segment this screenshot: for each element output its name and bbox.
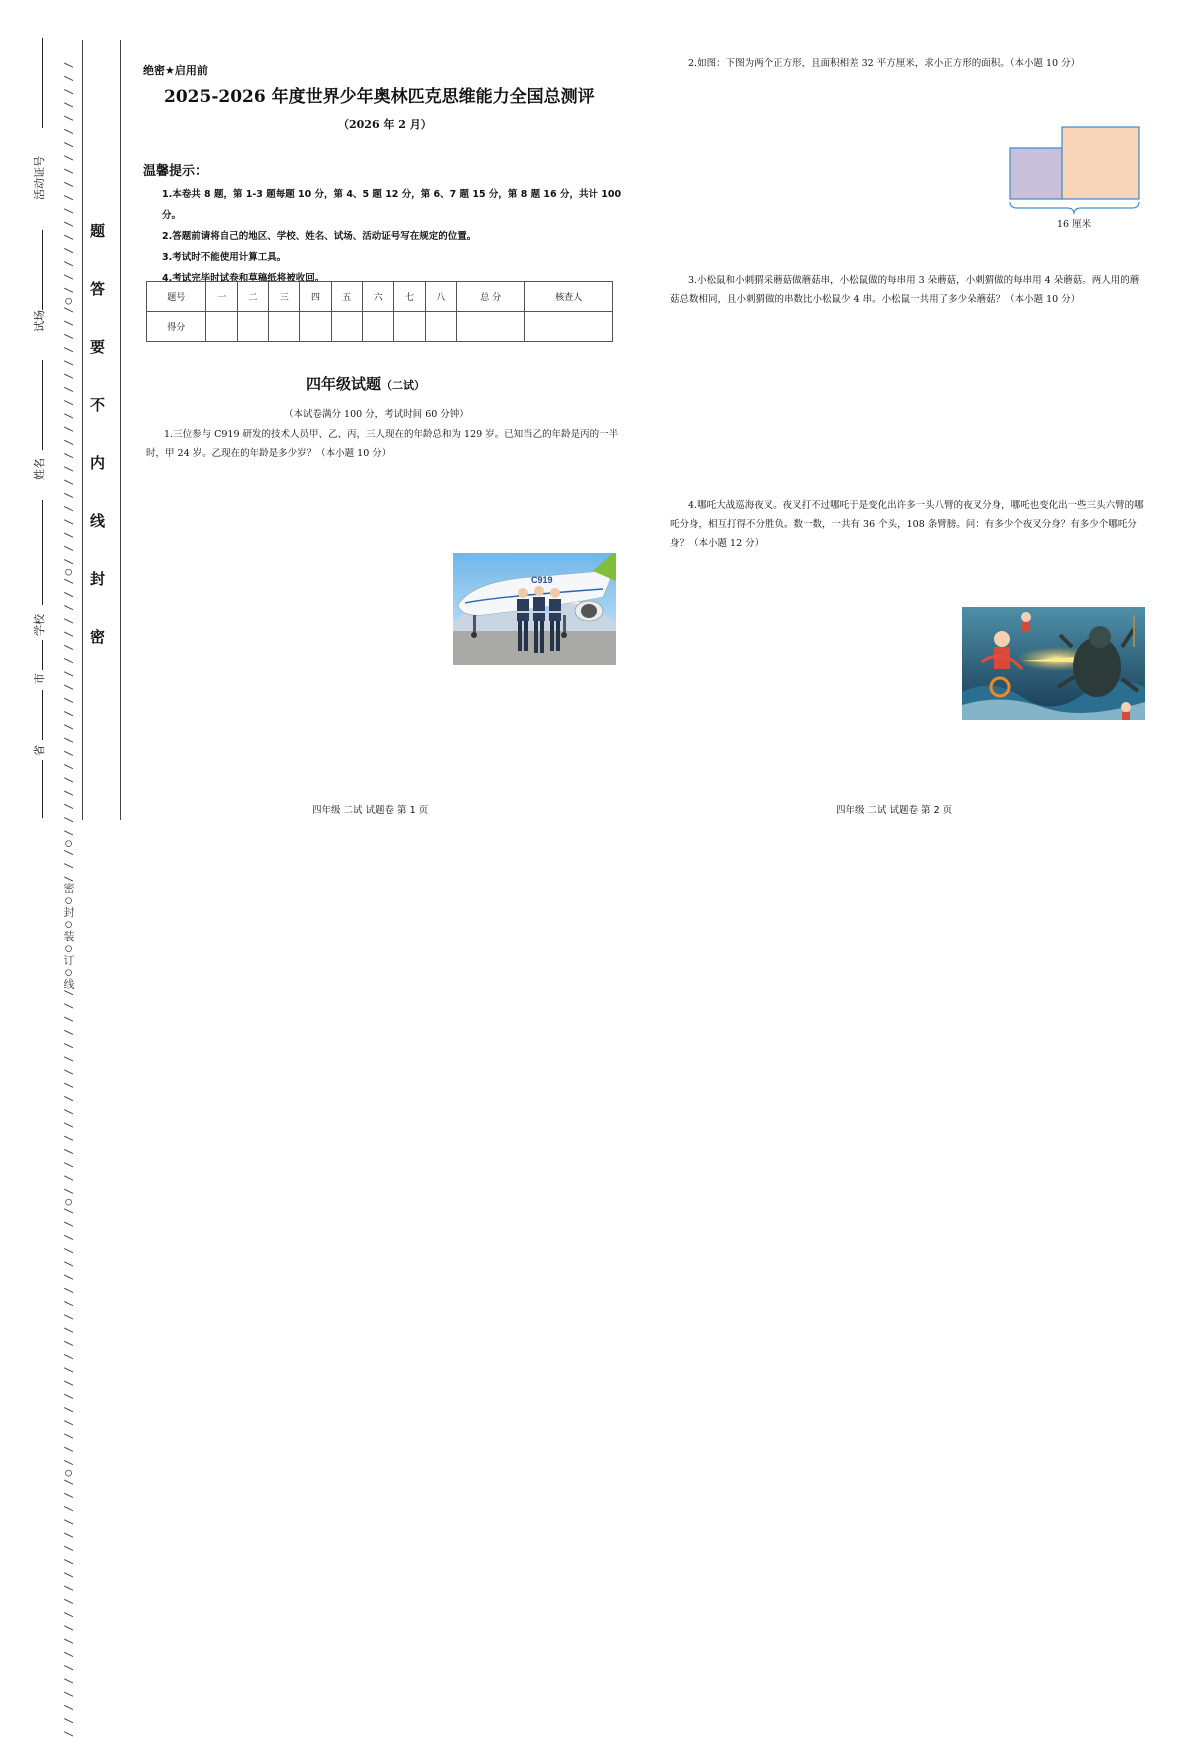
- field-label-province: 省: [33, 745, 46, 756]
- score-cell: 六: [363, 282, 394, 312]
- nezha-illustration: [962, 607, 1145, 720]
- tip-item: 1.本卷共 8 题，第 1-3 题每题 10 分，第 4、5 题 12 分，第 6、7 题 15 分，第 8 题 16 分，共计 100 分。: [162, 189, 622, 221]
- field-label-id: 活动证号: [33, 156, 46, 200]
- score-table: [146, 281, 613, 342]
- score-table-score-row: [147, 312, 613, 342]
- score-cell: 题号: [147, 282, 206, 312]
- question-4: 4.哪吒大战巡海夜叉。夜叉打不过哪吒于是变化出许多一头八臂的夜叉分身，哪吒也变化出一些三头六臂的哪吒分身，相互打得不分胜负。数一数，一共有 36 个头，108 条臂膀。问：有多少个夜叉分身？有多少个哪吒分身？（本小题 12 分）: [670, 500, 1144, 549]
- seal-char: 封: [90, 570, 106, 588]
- small-square: [1010, 148, 1062, 199]
- seal-char: 密: [90, 628, 106, 646]
- binding-outer-line: [120, 40, 121, 820]
- score-cell: 四: [300, 282, 331, 312]
- field-label-name: 姓名: [33, 458, 46, 480]
- field-line-room: [42, 230, 43, 310]
- score-input-cell[interactable]: [206, 312, 237, 342]
- footer-page-2: 四年级 二试 试题卷 第 2 页: [836, 805, 953, 816]
- c919-image: [453, 553, 616, 665]
- dimension-brace: [1010, 202, 1139, 214]
- seal-char: 线: [90, 512, 106, 530]
- score-input-cell[interactable]: [425, 312, 456, 342]
- tip-item: 3.考试时不能使用计算工具。: [162, 252, 287, 263]
- tips-list: [162, 184, 622, 289]
- score-input-cell[interactable]: [331, 312, 362, 342]
- field-label-school: 学校: [33, 614, 46, 636]
- section-title-main: 四年级试题: [306, 375, 382, 393]
- large-square: [1062, 127, 1139, 199]
- field-line-id: [42, 38, 43, 128]
- seal-char: 题: [90, 222, 106, 240]
- score-input-cell[interactable]: [300, 312, 331, 342]
- dashed-cut-line: / / / / / / / / / / / / / / / / / /○/ / / / / / / / / / / / / / / / / / / /○/ / / / / / / / / / / / / / / / / / / /○/ / /密○封○装○订○线/ / / / / / / / / / / / / / / /○/ / / / / / / / / / / / / / / / / / / /○/ / / / / / / / / / / / / / / / / / / /: [62, 62, 75, 1737]
- section-title: [306, 373, 425, 394]
- question-1: 1.三位参与 C919 研发的技术人员甲、乙、丙，三人现在的年龄总和为 129 岁。已知当乙的年龄是丙的一半时，甲 24 岁。乙现在的年龄是多少岁？（本小题 10 分）: [146, 429, 619, 459]
- score-cell: 三: [269, 282, 300, 312]
- score-cell: 七: [394, 282, 425, 312]
- score-cell: 五: [331, 282, 362, 312]
- plane-label: C919: [531, 575, 553, 585]
- field-line-city-a: [42, 640, 43, 670]
- score-input-cell[interactable]: [525, 312, 613, 342]
- field-line-province-b: [42, 760, 43, 818]
- binding-divider-line: [82, 40, 83, 820]
- field-label-room: 试场: [33, 310, 46, 332]
- score-cell: 一: [206, 282, 237, 312]
- score-table-header-row: [147, 282, 613, 312]
- field-line-name: [42, 360, 43, 450]
- tip-item: 2.答题前请将自己的地区、学校、姓名、试场、活动证号写在规定的位置。: [162, 231, 477, 242]
- score-cell: 八: [425, 282, 456, 312]
- score-input-cell[interactable]: [237, 312, 268, 342]
- question-3: 3.小松鼠和小刺猬采蘑菇做蘑菇串，小松鼠做的每串用 3 朵蘑菇，小刺猬做的每串用 4 朵蘑菇。两人用的蘑菇总数相同，且小刺猬做的串数比小松鼠少 4 串。小松鼠一共用了多少朵蘑菇？（本小题 10 分）: [670, 275, 1140, 305]
- score-input-cell[interactable]: [363, 312, 394, 342]
- score-cell: 二: [237, 282, 268, 312]
- tips-heading: 温馨提示：: [143, 164, 209, 179]
- secret-mark: 绝密★启用前: [143, 64, 208, 77]
- seal-char: 答: [90, 280, 106, 298]
- score-input-cell[interactable]: [269, 312, 300, 342]
- section-title-sub: （二试）: [381, 379, 426, 392]
- footer-page-1: 四年级 二试 试题卷 第 1 页: [312, 805, 429, 816]
- seal-char: 要: [90, 338, 106, 356]
- seal-char: 内: [90, 454, 106, 472]
- exam-date: （2026 年 2 月）: [338, 118, 432, 131]
- c919-illustration: [453, 553, 616, 665]
- field-line-school: [42, 500, 43, 605]
- score-cell: 得分: [147, 312, 206, 342]
- score-cell: 核查人: [525, 282, 613, 312]
- tip-item: 4.考试完毕时试卷和草稿纸将被收回。: [162, 273, 325, 284]
- section-note: （本试卷满分 100 分，考试时间 60 分钟）: [284, 409, 469, 420]
- exam-title: 2025-2026 年度世界少年奥林匹克思维能力全国总测评: [164, 87, 595, 107]
- field-line-province-a: [42, 690, 43, 740]
- question-2: 2.如图：下图为两个正方形，且面积相差 32 平方厘米，求小正方形的面积。（本小题 10 分）: [688, 58, 1081, 69]
- score-cell: 总 分: [456, 282, 524, 312]
- dimension-label: 16 厘米: [1057, 219, 1092, 230]
- score-input-cell[interactable]: [394, 312, 425, 342]
- seal-char: 不: [90, 396, 106, 414]
- score-input-cell[interactable]: [456, 312, 524, 342]
- field-label-city: 市: [33, 673, 46, 684]
- nezha-image: [962, 607, 1145, 720]
